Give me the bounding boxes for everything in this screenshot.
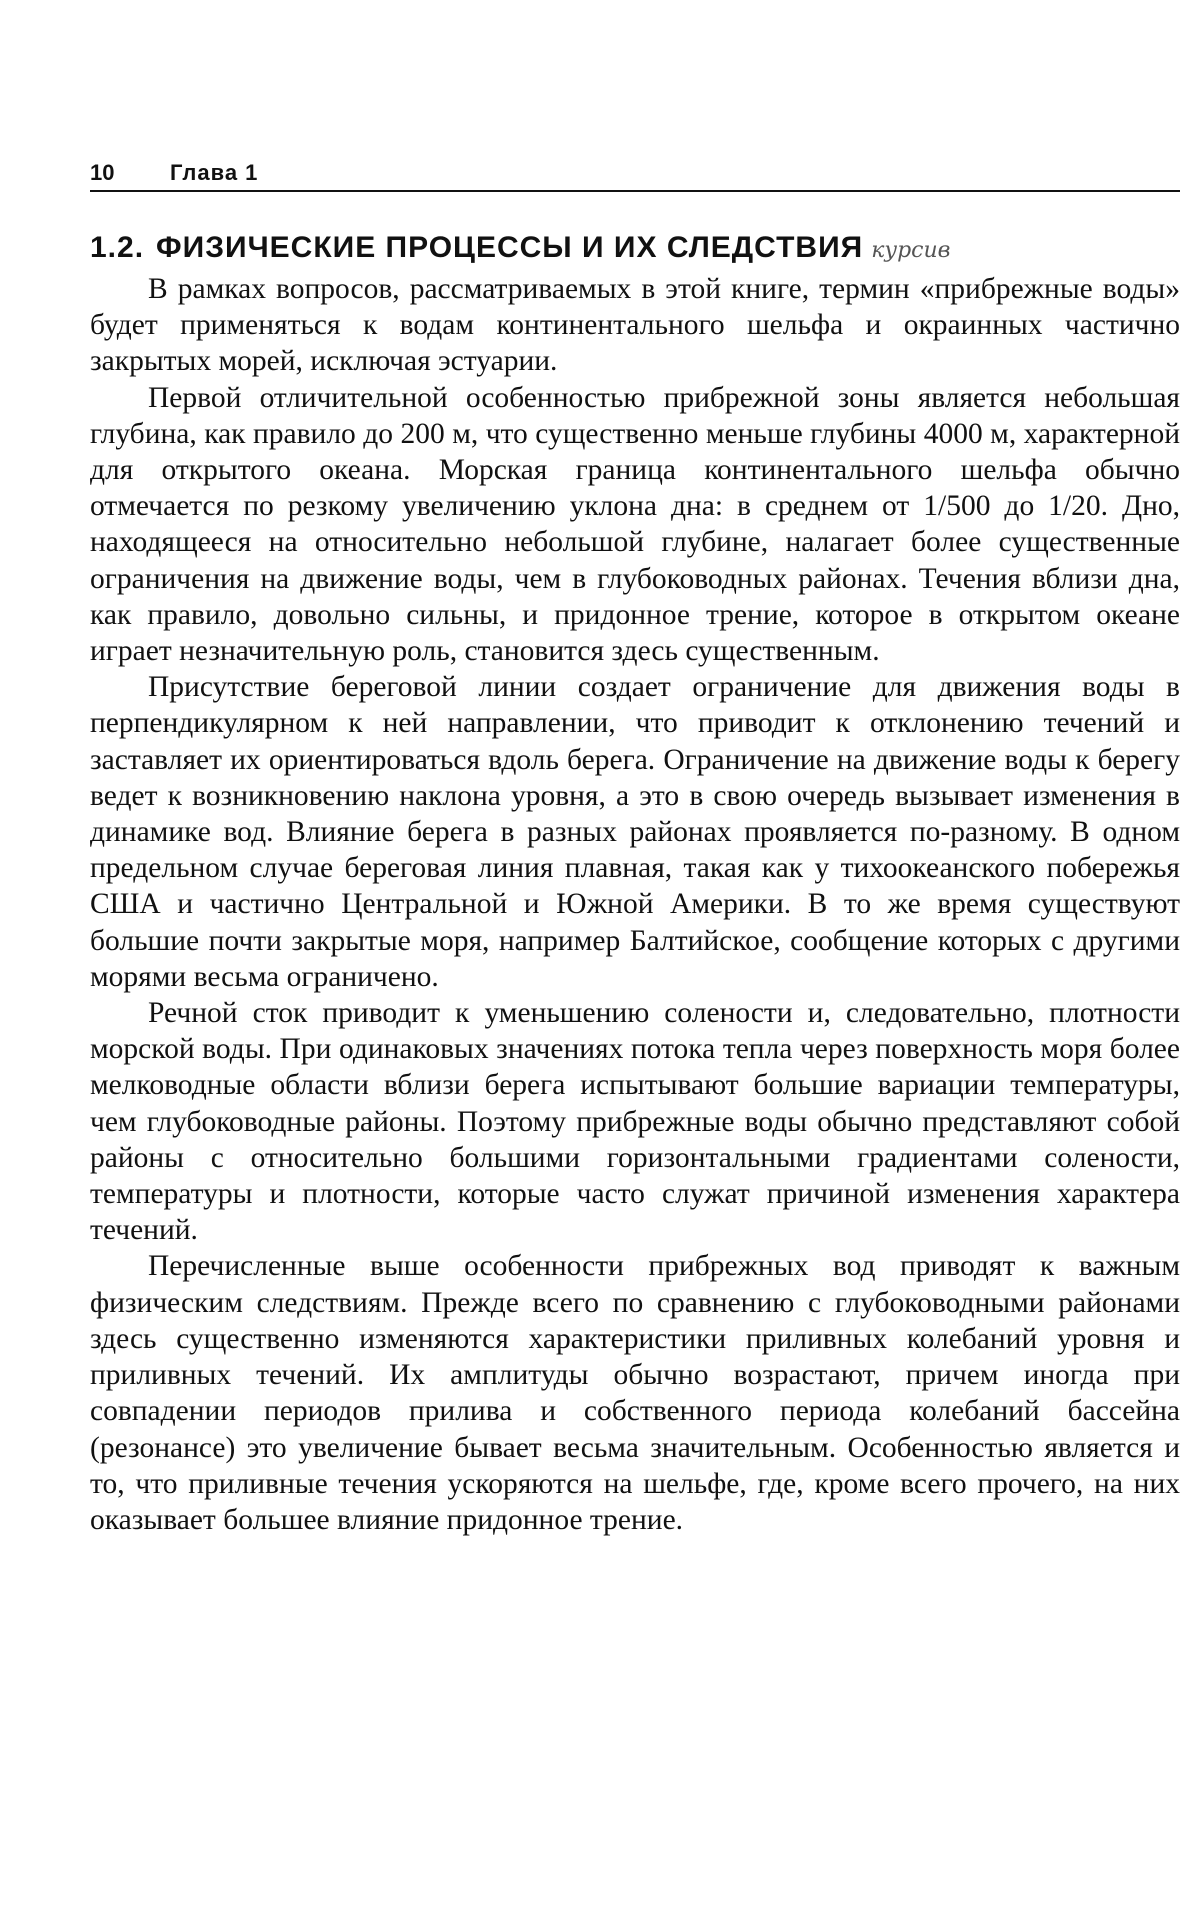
body-text bbox=[90, 271, 1180, 1538]
paragraph-depth: Первой отличительной особенностью прибрежной зоны является небольшая глубина, как правило до 200 м, что существенно меньше глубины 4000 м, характерной для открытого океана. Морская граница континентального шельфа обычно отмечается по резкому увеличению уклона дна: в среднем от 1/500 до 1/20. Дно, находящееся на относительно небольшой глубине, налагает более существенные ограничения на движение воды, чем в глубоководных районах. Течения вблизи дна, как правило, довольно сильны, и придонное трение, которое в открытом океане играет незначительную роль, становится здесь существенным. bbox=[90, 381, 1180, 668]
handwritten-note: курсив bbox=[871, 238, 951, 263]
paragraph-intro: В рамках вопросов, рассматриваемых в этой книге, термин «прибрежные воды» будет применяться к водам континентального шельфа и окраинных частично закрытых морей, исключая эстуарии. bbox=[90, 273, 1180, 378]
paragraph-river-runoff: Речной сток приводит к уменьшению солености и, следовательно, плотности морской воды. При одинаковых значениях потока тепла через поверхность моря более мелководные области вблизи берега испытывают большие вариации температуры, чем глубоководные районы. Поэтому прибрежные воды обычно представляют собой районы с относительно большими горизонтальными градиентами солености, температуры и плотности, которые часто служат причиной изменения характера течений. bbox=[90, 997, 1180, 1247]
running-head bbox=[90, 160, 1180, 192]
section-heading bbox=[90, 228, 1180, 271]
chapter-label: Глава 1 bbox=[170, 160, 259, 185]
book-page bbox=[90, 160, 1180, 1538]
section-title: ФИЗИЧЕСКИЕ ПРОЦЕССЫ И ИХ СЛЕДСТВИЯ bbox=[156, 231, 864, 264]
section-number: 1.2. bbox=[90, 231, 145, 264]
page-number: 10 bbox=[90, 160, 115, 185]
paragraph-tides: Перечисленные выше особенности прибрежных вод приводят к важным физическим следствиям. Прежде всего по сравнению с глубоководными районами здесь существенно изменяются характеристики приливных колебаний уровня и приливных течений. Их амплитуды обычно возрастают, причем иногда при совпадении периодов прилива и собственного периода колебаний бассейна (резонансе) это увеличение бывает весьма значительным. Особенностью является и то, что приливные течения ускоряются на шельфе, где, кроме всего прочего, на них оказывает большее влияние придонное трение. bbox=[90, 1250, 1180, 1536]
paragraph-coastline: Присутствие береговой линии создает ограничение для движения воды в перпендикулярном к ней направлении, что приводит к отклонению течений и заставляет их ориентироваться вдоль берега. Ограничение на движение воды к берегу ведет к возникновению наклона уровня, а это в свою очередь вызывает изменения в динамике вод. Влияние берега в разных районах проявляется по-разному. В одном предельном случае береговая линия плавная, такая как у тихоокеанского побережья США и частично Центральной и Южной Америки. В то же время существуют большие почти закрытые моря, например Балтийское, сообщение которых с другими морями весьма ограничено. bbox=[90, 671, 1180, 993]
